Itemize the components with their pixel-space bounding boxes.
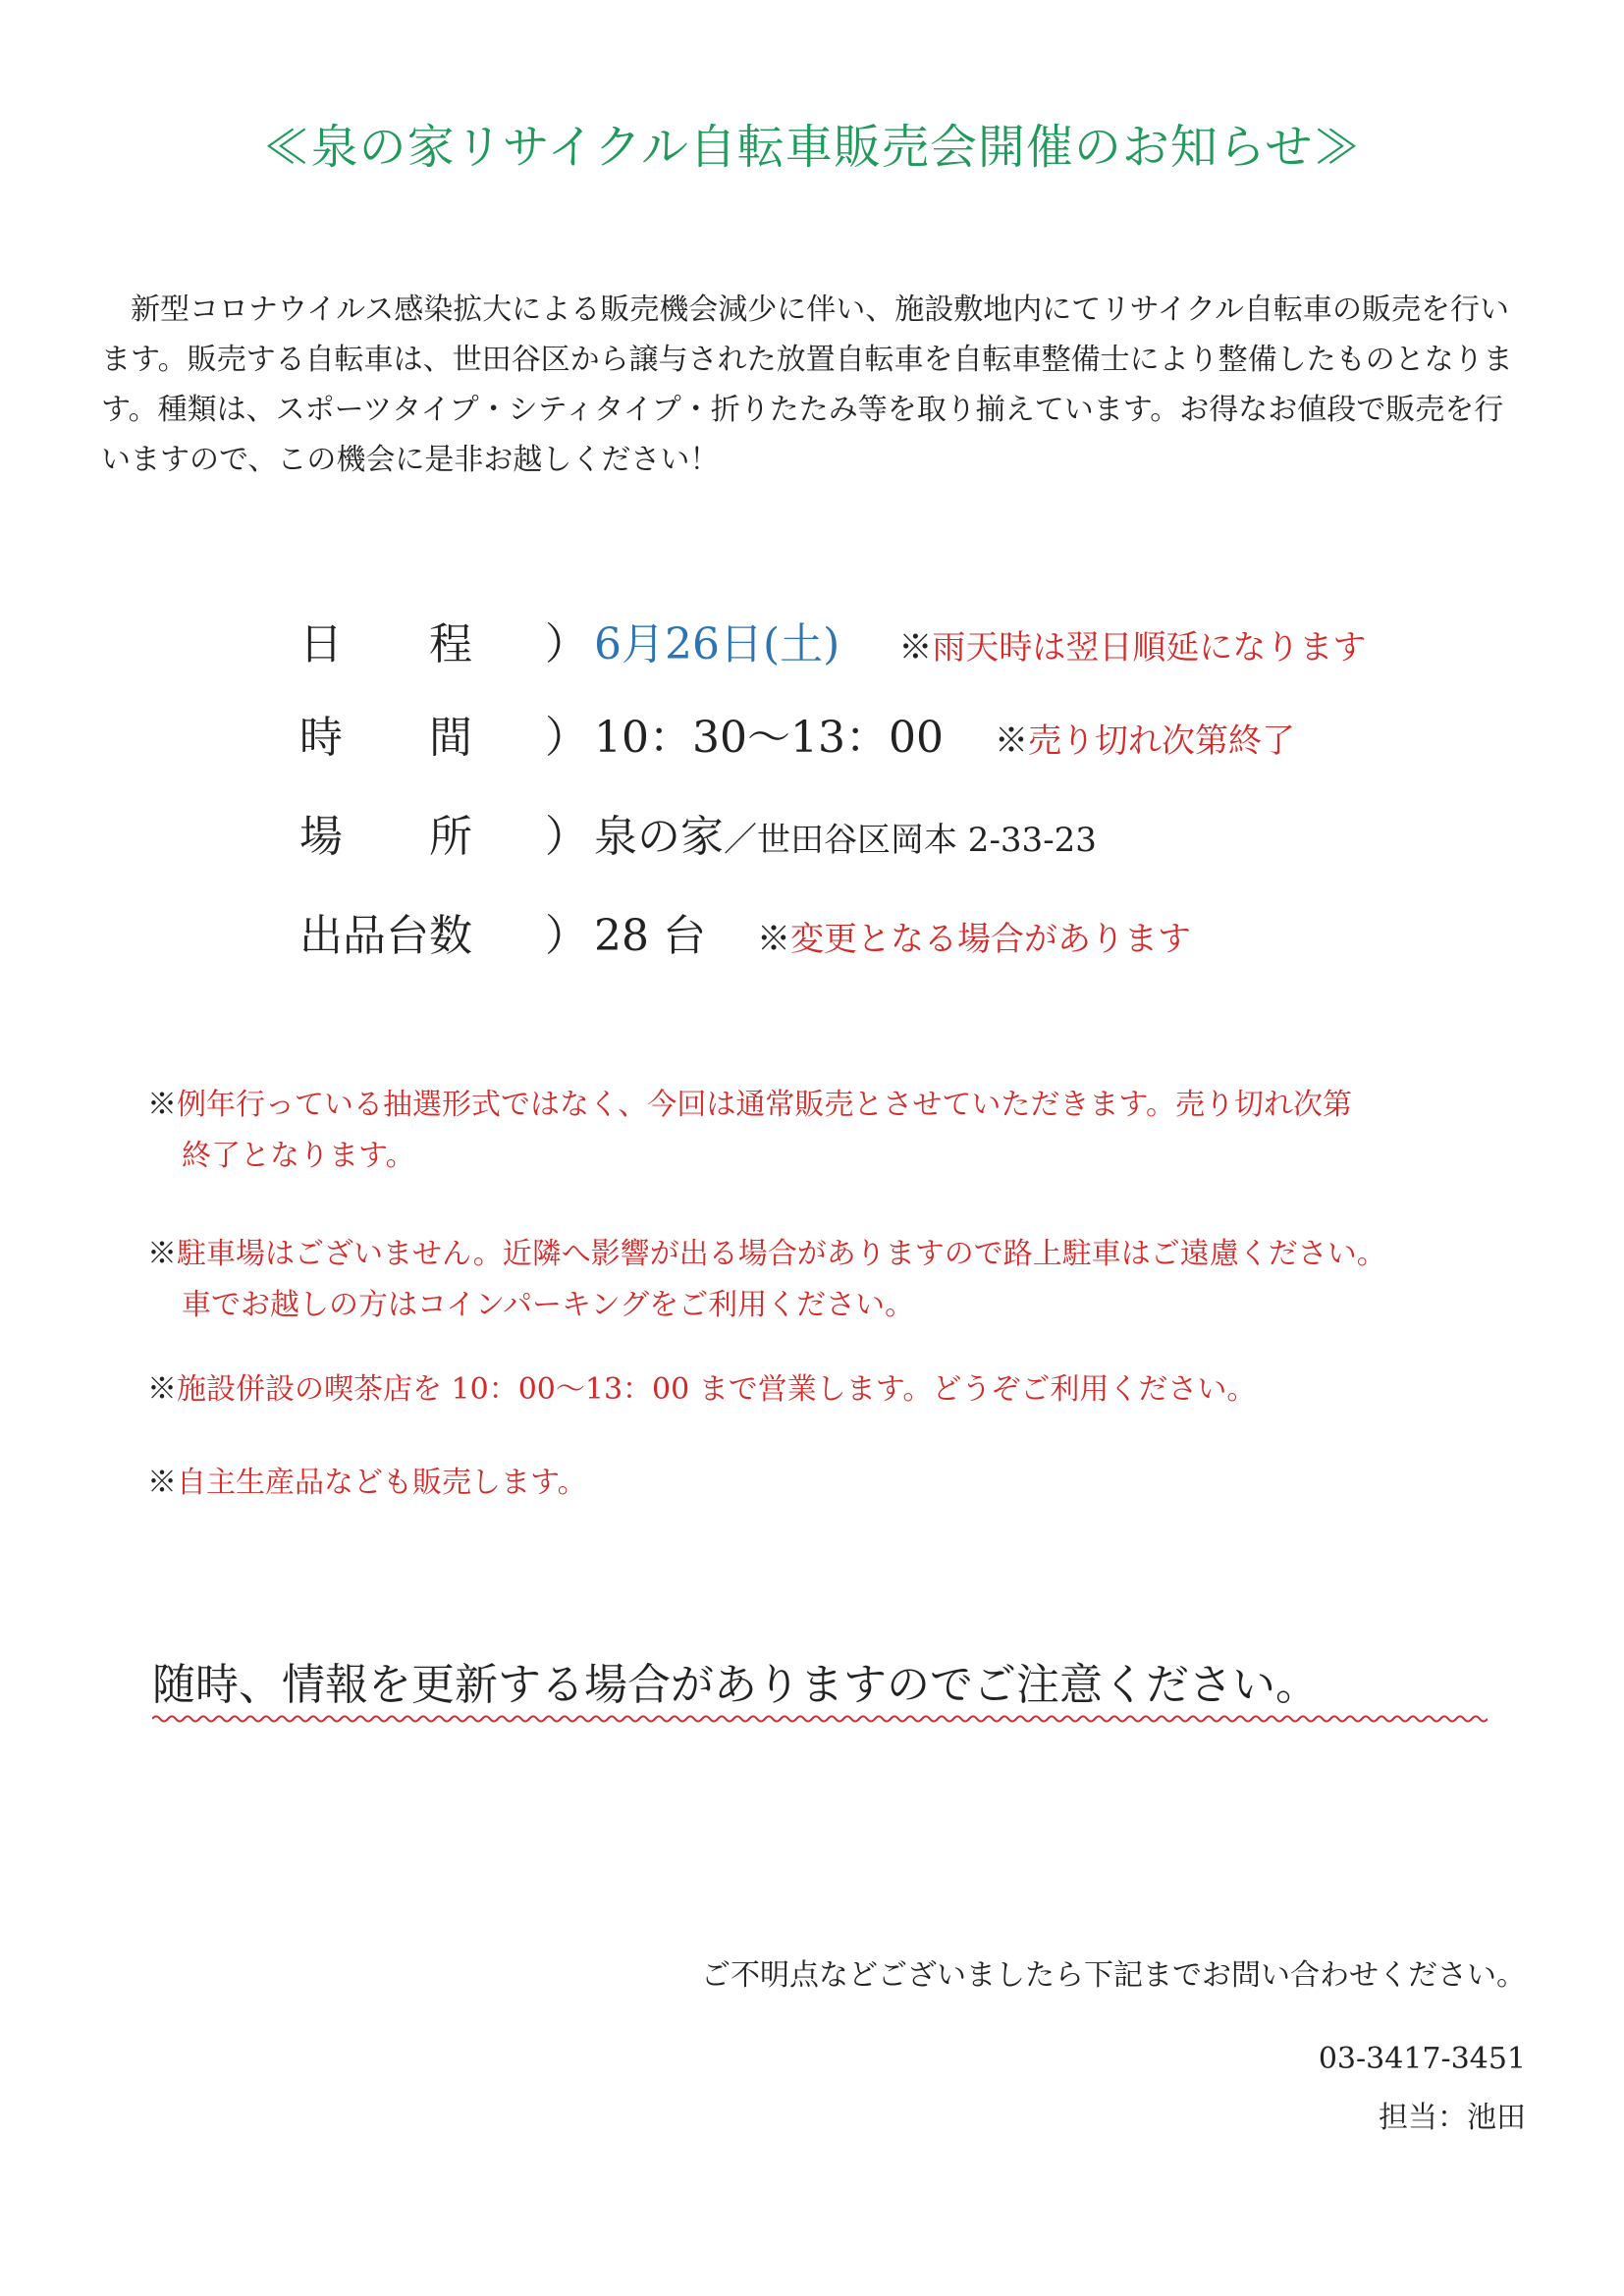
notice-line: 例年行っている抽選形式ではなく、今回は通常販売とさせていただきます。売り切れ次第 [177, 1088, 1352, 1122]
schedule-paren: ） [545, 619, 588, 669]
schedule-note-mark: ※ [898, 628, 933, 667]
place-value: 泉の家 [594, 812, 724, 862]
detail-place [299, 803, 1576, 872]
contact-person: 担当：池田 [1379, 2101, 1526, 2135]
notice-item [147, 1458, 1542, 1509]
intro-paragraph: 新型コロナウイルス感染拡大による販売機会減少に伴い、施設敷地内にてリサイクル自転車の販売を行います。販売する自転車は、世田谷区から譲与された放置自転車を自転車整備士により整備したものとなります。種類は、スポーツタイプ・シティタイプ・折りたたみ等を取り揃えています。お得なお値段で販売を行いますので、この機会に是非お越しください！ [101, 293, 1513, 477]
notice-item [147, 1364, 1542, 1415]
notice-line: 施設併設の喫茶店を 10：00～13：00 まで営業します。どうぞご利用ください。 [177, 1372, 1257, 1407]
place-address: ／世田谷区岡本 2-33-23 [724, 821, 1097, 860]
detail-schedule [299, 611, 1576, 679]
page-title: ≪泉の家リサイクル自転車販売会開催のお知らせ≫ [262, 120, 1362, 175]
notice-line-continued: 車でお越しの方はコインパーキングをご利用ください。 [182, 1288, 915, 1322]
count-value: 28 台 [594, 911, 706, 961]
schedule-label: 日 程 [299, 619, 472, 669]
time-note-mark: ※ [994, 721, 1028, 761]
notice-mark: ※ [147, 1237, 177, 1271]
count-note: 変更となる場合があります [789, 920, 1191, 959]
count-paren: ） [545, 911, 588, 961]
time-note: 売り切れ次第終了 [1027, 721, 1295, 761]
schedule-value: 6月26日(土) [594, 619, 840, 669]
place-paren: ） [545, 812, 588, 862]
notice-mark: ※ [147, 1372, 177, 1407]
notice-item [147, 1229, 1542, 1331]
time-value: 10：30～13：00 [594, 713, 944, 763]
spellcheck-underline [152, 1713, 1488, 1725]
count-label: 出品台数 [299, 911, 472, 961]
notice-line-continued: 終了となります。 [182, 1139, 415, 1173]
detail-count [299, 902, 1576, 971]
notice-line: 駐車場はございません。近隣へ影響が出る場合がありますので路上駐車はご遠慮ください。 [177, 1237, 1386, 1271]
contact-phone: 03-3417-3451 [1318, 2042, 1526, 2076]
time-label: 時 間 [299, 713, 472, 763]
notice-mark: ※ [147, 1088, 177, 1122]
notice-mark: ※ [147, 1466, 177, 1500]
schedule-note: 雨天時は翌日順延になります [932, 628, 1367, 667]
update-notice: 随時、情報を更新する場合がありますのでご注意ください。 [152, 1660, 1319, 1710]
notice-line: 自主生産品なども販売します。 [177, 1466, 587, 1500]
time-paren: ） [545, 713, 588, 763]
count-note-mark: ※ [756, 920, 790, 959]
contact-text: ご不明点などございましたら下記までお問い合わせください。 [701, 1958, 1526, 1993]
notice-item [147, 1080, 1542, 1182]
place-label: 場 所 [299, 812, 472, 862]
detail-time [299, 704, 1576, 773]
